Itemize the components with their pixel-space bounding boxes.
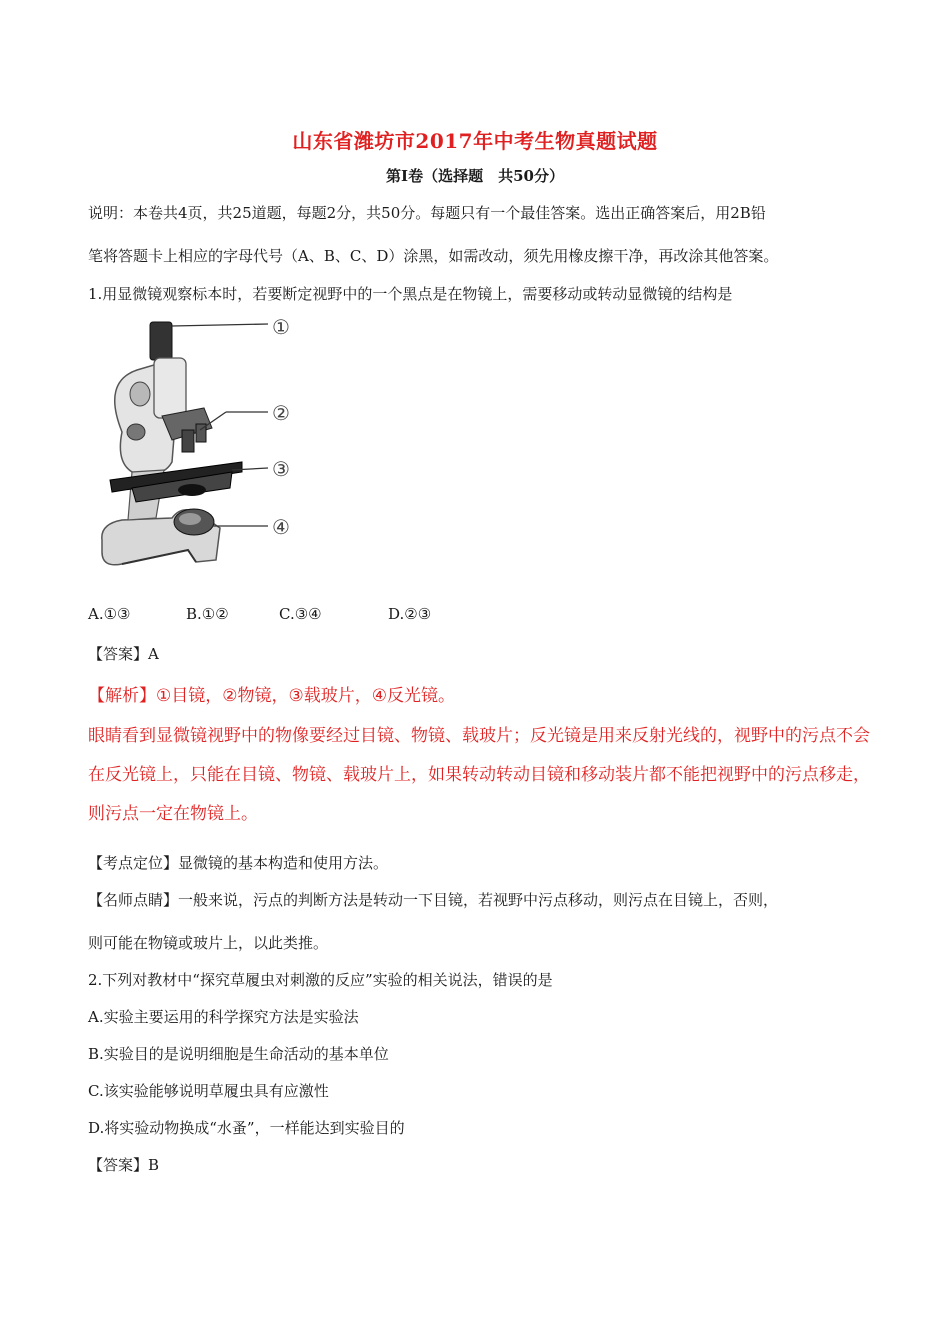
question-1-mingshi-line-2: 则可能在物镜或玻片上，以此类推。 bbox=[88, 934, 329, 952]
figure-label-3: ③ bbox=[272, 457, 290, 481]
question-1-mingshi-line-1: 【名师点睛】一般来说，污点的判断方法是转动一下目镜，若视野中污点移动，则污点在目镜上，否则， bbox=[88, 891, 779, 909]
question-1-analysis-line-4: 则污点一定在物镜上。 bbox=[88, 804, 258, 824]
figure-label-2: ② bbox=[272, 401, 290, 425]
question-1-analysis-line-3: 在反光镜上，只能在目镜、物镜、载玻片上，如果转动转动目镜和移动装片都不能把视野中的污点移走， bbox=[88, 765, 870, 785]
question-1-option-b: B.①② bbox=[186, 605, 229, 623]
question-1-analysis-line-1: 【解析】①目镜，②物镜，③载玻片，④反光镜。 bbox=[88, 686, 455, 706]
instructions-line-2: 笔将答题卡上相应的字母代号（A、B、C、D）涂黑，如需改动，须先用橡皮擦干净，再改涂其他答案。 bbox=[88, 247, 779, 265]
question-2-option-b: B.实验目的是说明细胞是生命活动的基本单位 bbox=[88, 1045, 389, 1063]
question-1-kaodian: 【考点定位】显微镜的基本构造和使用方法。 bbox=[88, 854, 389, 872]
section-subtitle: 第Ⅰ卷（选择题 共50分） bbox=[386, 167, 564, 185]
question-1-option-d: D.②③ bbox=[388, 605, 432, 623]
question-1-analysis-line-2: 眼睛看到显微镜视野中的物像要经过目镜、物镜、载玻片；反光镜是用来反射光线的，视野中的污点不会 bbox=[88, 726, 870, 746]
question-2-option-d: D.将实验动物换成“水蚤”，一样能达到实验目的 bbox=[88, 1119, 405, 1137]
question-2-option-a: A.实验主要运用的科学探究方法是实验法 bbox=[88, 1008, 359, 1026]
question-1-stem: 1.用显微镜观察标本时，若要断定视野中的一个黑点是在物镜上，需要移动或转动显微镜的结构是 bbox=[88, 285, 733, 303]
figure-label-4: ④ bbox=[272, 515, 290, 539]
question-1-option-a: A.①③ bbox=[88, 605, 131, 623]
question-2-option-c: C.该实验能够说明草履虫具有应激性 bbox=[88, 1082, 329, 1100]
question-1-option-c: C.③④ bbox=[279, 605, 322, 623]
page-title: 山东省潍坊市2017年中考生物真题试题 bbox=[292, 129, 658, 153]
instructions-line-1: 说明：本卷共4页，共25道题，每题2分，共50分。每题只有一个最佳答案。选出正确答案后，用2B铅 bbox=[88, 204, 766, 222]
question-2-answer: 【答案】B bbox=[88, 1156, 160, 1174]
question-1-answer: 【答案】A bbox=[88, 645, 159, 663]
figure-label-1: ① bbox=[272, 315, 290, 339]
microscope-figure bbox=[92, 312, 312, 582]
question-2-stem: 2.下列对教材中“探究草履虫对刺激的反应”实验的相关说法，错误的是 bbox=[88, 971, 553, 989]
microscope-illustration bbox=[92, 312, 312, 582]
